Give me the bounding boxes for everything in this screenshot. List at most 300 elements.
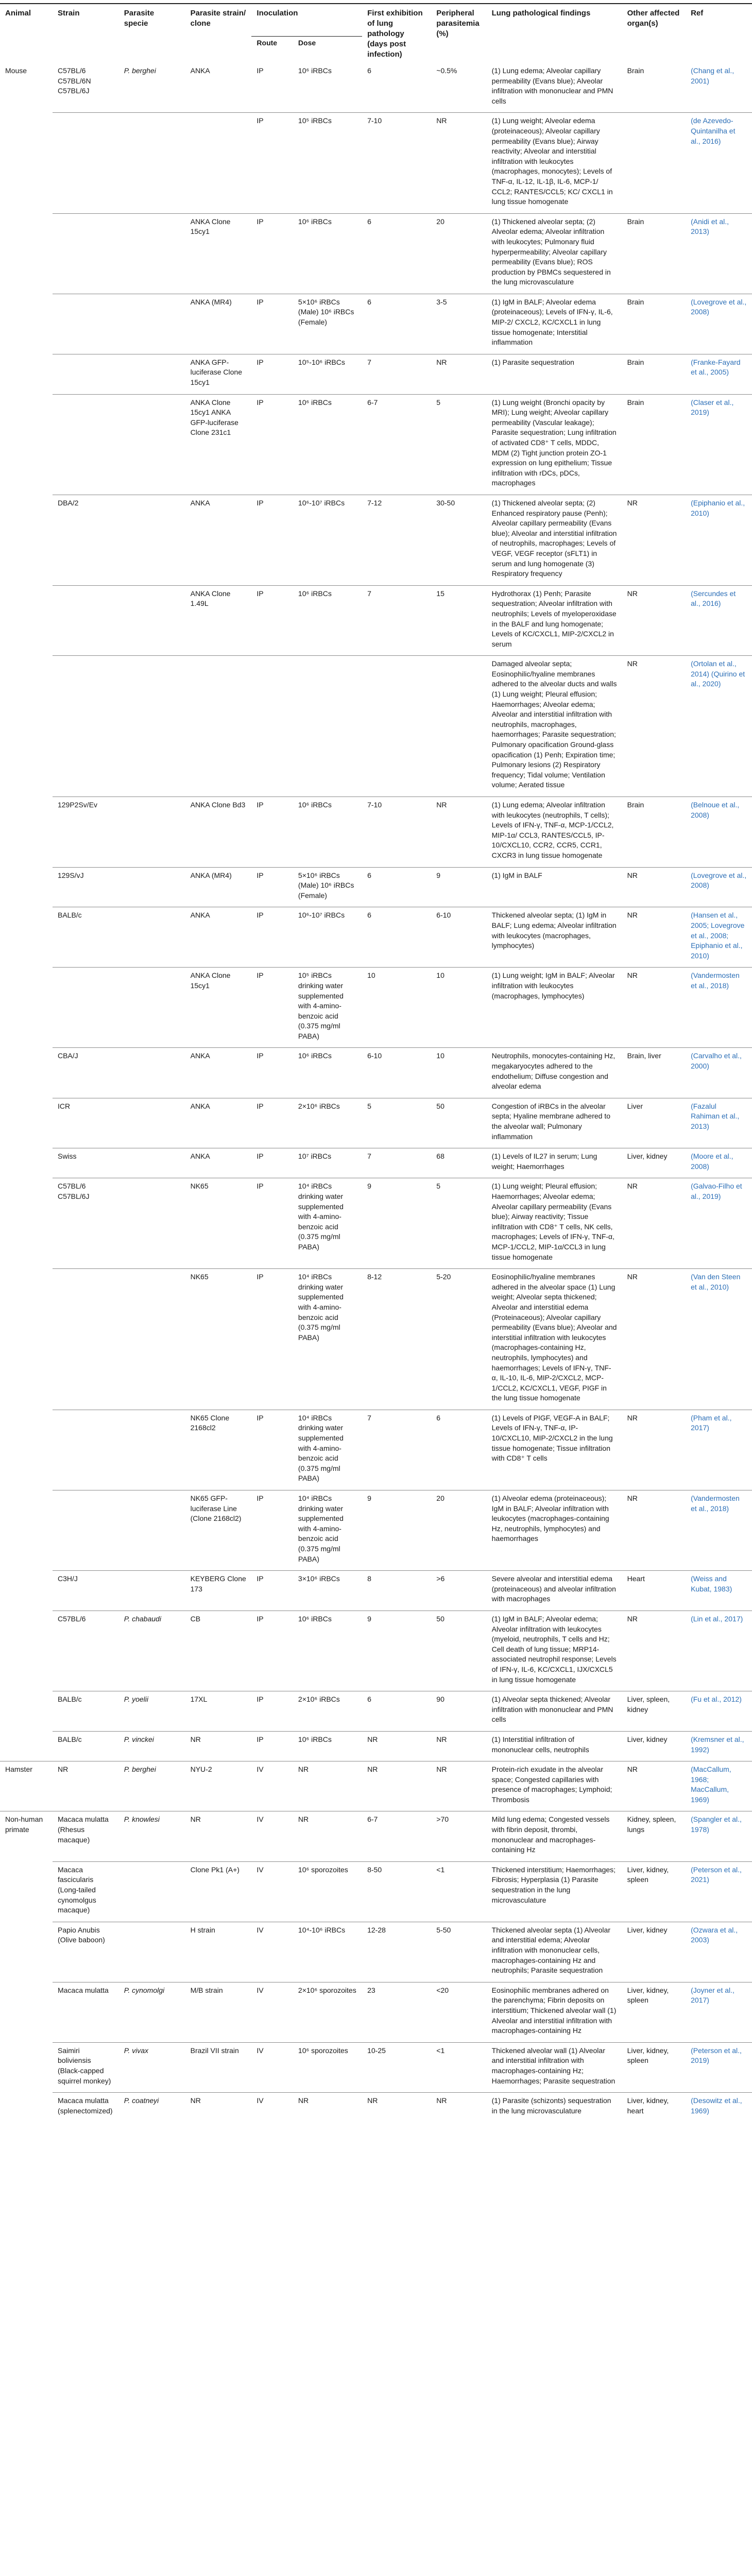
- organs-cell: Liver, kidney, spleen: [622, 1861, 686, 1922]
- first-exhibition-cell: 6: [362, 294, 431, 354]
- header-findings: Lung pathological findings: [487, 4, 622, 63]
- findings-cell: (1) IgM in BALF: [487, 867, 622, 907]
- dose-cell: 10⁷ iRBCs: [293, 1148, 362, 1178]
- dose-cell: 2×10⁶ iRBCs: [293, 1691, 362, 1732]
- dose-cell: 10⁶ iRBCs: [293, 585, 362, 656]
- first-exhibition-cell: 6: [362, 907, 431, 968]
- ref-cell[interactable]: (Fazalul Rahiman et al., 2013): [686, 1098, 752, 1148]
- route-cell: IP: [251, 354, 293, 394]
- first-exhibition-cell: 8-50: [362, 1861, 431, 1922]
- clone-cell: ANKA Clone 15cy1 ANKA GFP-luciferase Clone 231c1: [185, 394, 252, 495]
- clone-cell: Clone Pk1 (A+): [185, 1861, 252, 1922]
- route-cell: IP: [251, 585, 293, 656]
- findings-cell: (1) Levels of PIGF, VEGF-A in BALF; Levels of IFN-γ, TNF-α, IP-10/CXCL10, MIP-2/CXCL2 in the lung tissue homogenate; Tissue infiltration with CD8⁺ T cells: [487, 1410, 622, 1490]
- clone-cell: NR: [185, 2093, 252, 2123]
- animal-cell: [0, 2093, 53, 2123]
- strain-cell: Papio Anubis (Olive baboon): [53, 1922, 119, 1982]
- ref-cell[interactable]: (Moore et al., 2008): [686, 1148, 752, 1178]
- organs-cell: NR: [622, 1761, 686, 1811]
- route-cell: IP: [257, 66, 264, 75]
- route-cell: IP: [251, 1691, 293, 1732]
- table-row: [0, 1178, 752, 1269]
- clone-cell: ANKA Clone 15cy1: [185, 213, 252, 294]
- clone-cell: NK65 Clone 2168cl2: [185, 1410, 252, 1490]
- findings-cell: (1) Alveolar septa thickened; Alveolar infiltration with mononuclear and PMN cells: [487, 1691, 622, 1732]
- findings-cell: (1) Lung weight; Pleural effusion; Haemorrhages; Alveolar edema; Alveolar capillary permeability (Evans blue); Airway reactivity; Tissue infiltration with CD8⁺ T cells, NK cells, macrophages; Levels of IFN-γ, TNF-α, MCP-1/CCL2, MIP-1α/CCL3 in lung tissue homogenate: [487, 1178, 622, 1269]
- organs-cell: NR: [622, 1178, 686, 1269]
- route-cell: IV: [251, 2093, 293, 2123]
- parasitemia-cell: 9: [431, 867, 486, 907]
- table-row: [0, 968, 752, 1048]
- organs-cell: NR: [622, 1490, 686, 1571]
- table-row: [0, 1761, 752, 1811]
- dose-cell: 10⁶ iRBCs: [293, 1731, 362, 1761]
- animal-cell: [0, 1178, 53, 1269]
- species-cell: [119, 1861, 185, 1922]
- parasitemia-cell: 30-50: [431, 495, 486, 585]
- clone-cell: ANKA: [185, 1098, 252, 1148]
- species-cell: [119, 1269, 185, 1410]
- parasitemia-cell: 20: [431, 1490, 486, 1571]
- ref-cell[interactable]: (Claser et al., 2019): [686, 394, 752, 495]
- clone-cell: ANKA: [185, 1148, 252, 1178]
- organs-cell: Brain: [622, 797, 686, 868]
- organs-cell: NR: [622, 1410, 686, 1490]
- organs-cell: Heart: [622, 1571, 686, 1611]
- table-row: [0, 354, 752, 394]
- dose-cell: 10⁶ iRBCs: [298, 66, 332, 75]
- strain-cell: C3H/J: [53, 1571, 119, 1611]
- table-row: [0, 394, 752, 495]
- ref-cell[interactable]: (Galvao-Filho et al., 2019): [686, 1178, 752, 1269]
- header-parasitemia: Peripheral parasitemia (%): [431, 4, 486, 63]
- animal-cell: [0, 656, 53, 797]
- first-exhibition-cell: 9: [362, 1178, 431, 1269]
- parasitemia-cell: 5: [431, 1178, 486, 1269]
- strain-cell: [53, 294, 119, 354]
- parasitemia-cell: >70: [431, 1811, 486, 1861]
- strain-cell: [53, 1269, 119, 1410]
- clone-cell: ANKA GFP-luciferase Clone 15cy1: [185, 354, 252, 394]
- ref-cell[interactable]: (Vandermosten et al., 2018): [686, 968, 752, 1048]
- parasitemia-cell: 10: [431, 968, 486, 1048]
- first-exhibition-cell: 7: [362, 1148, 431, 1178]
- organs-cell: Liver, kidney, spleen: [622, 1982, 686, 2042]
- first-exhibition-cell: 5: [362, 1098, 431, 1148]
- species-cell: [119, 1048, 185, 1098]
- animal-cell: [0, 1048, 53, 1098]
- parasitemia-cell: <20: [431, 1982, 486, 2042]
- ref-cell[interactable]: (Peterson et al., 2021): [686, 1861, 752, 1922]
- header-species: Parasite specie: [119, 4, 185, 63]
- species-cell: [119, 907, 185, 968]
- table-row: [0, 2042, 752, 2092]
- route-cell: IP: [251, 1410, 293, 1490]
- route-cell: IP: [251, 1571, 293, 1611]
- table-row: [0, 1611, 752, 1691]
- organs-cell: NR: [622, 1269, 686, 1410]
- animal-cell: [0, 585, 53, 656]
- species-cell: P. cynomolgi: [119, 1982, 185, 2042]
- clone-cell: ANKA (MR4): [185, 867, 252, 907]
- species-cell: [119, 1148, 185, 1178]
- table-body: [0, 63, 752, 2122]
- organs-cell: Brain: [622, 213, 686, 294]
- route-cell: IP: [251, 1490, 293, 1571]
- animal-cell: [0, 394, 53, 495]
- animal-cell: Hamster: [0, 1761, 53, 1811]
- ref-cell[interactable]: (Sercundes et al., 2016): [686, 585, 752, 656]
- parasitemia-cell: 5-20: [431, 1269, 486, 1410]
- ref-cell[interactable]: (Carvalho et al., 2000): [686, 1048, 752, 1098]
- strain-cell: [53, 113, 119, 213]
- clone-cell: ANKA: [190, 66, 210, 75]
- animal-cell: [0, 1098, 53, 1148]
- table-row: [0, 907, 752, 968]
- first-exhibition-cell: 6-7: [362, 394, 431, 495]
- clone-cell: CB: [185, 1611, 252, 1691]
- first-exhibition-cell: 6: [362, 213, 431, 294]
- route-cell: IP: [251, 1731, 293, 1761]
- organs-cell: Liver, kidney: [622, 1922, 686, 1982]
- findings-cell: (1) Alveolar edema (proteinaceous); IgM in BALF; Alveolar infiltration with leukocytes (macrophages-containing Hz, neutrophils, lymphocytes) and haemorrhages: [487, 1490, 622, 1571]
- findings-cell: Congestion of iRBCs in the alveolar septa; Hyaline membrane adhered to the alveolar wall; Pulmonary inflammation: [487, 1098, 622, 1148]
- dose-cell: 10⁴ iRBCs drinking water supplemented with 4-amino-benzoic acid (0.375 mg/ml PABA): [293, 1178, 362, 1269]
- ref-cell[interactable]: (Vandermosten et al., 2018): [686, 1490, 752, 1571]
- first-exhibition-cell: NR: [362, 2093, 431, 2123]
- strain-cell: BALB/c: [53, 1691, 119, 1732]
- findings-cell: (1) Lung edema; Alveolar infiltration with leukocytes (neutrophils, T cells); Levels of IFN-γ, TNF-α, MCP-1/CCL2, MIP-1α/ CCL3, RANTES/CCL5, IP-10/CXCL10, CCR2, CCR5, CCR1, CXCR3 in lung tissue homogenate: [487, 797, 622, 868]
- clone-cell: ANKA: [185, 1048, 252, 1098]
- dose-cell: 10⁴ iRBCs drinking water supplemented with 4-amino-benzoic acid (0.375 mg/ml PABA): [293, 1410, 362, 1490]
- dose-cell: 3×10⁶ iRBCs: [293, 1571, 362, 1611]
- animal-cell: [0, 1571, 53, 1611]
- animal-cell: [0, 1611, 53, 1691]
- header-strain: Strain: [53, 4, 119, 63]
- dose-cell: 10⁶ iRBCs: [293, 797, 362, 868]
- first-exhibition-cell: 8: [362, 1571, 431, 1611]
- first-exhibition-cell: 6: [362, 1691, 431, 1732]
- parasitemia-cell: 20: [431, 213, 486, 294]
- first-exhibition-cell: 9: [362, 1490, 431, 1571]
- parasitemia-cell: >6: [431, 1571, 486, 1611]
- species-cell: [119, 968, 185, 1048]
- findings-cell: (1) Parasite (schizonts) sequestration in the lung microvasculature: [487, 2093, 622, 2123]
- ref-cell[interactable]: (Van den Steen et al., 2010): [686, 1269, 752, 1410]
- clone-cell: KEYBERG Clone 173: [185, 1571, 252, 1611]
- parasitemia-cell: <1: [431, 1861, 486, 1922]
- table-row: [0, 585, 752, 656]
- findings-cell: Neutrophils, monocytes-containing Hz, megakaryocytes adhered to the endothelium; Diffuse congestion and alveolar edema: [487, 1048, 622, 1098]
- dose-cell: 10⁶ iRBCs: [293, 213, 362, 294]
- clone-cell: H strain: [185, 1922, 252, 1982]
- findings-cell: Eosinophilic/hyaline membranes adhered in the alveolar space (1) Lung weight; Alveolar septa thickened; Alveolar and interstitial edema (Proteinaceous); Alveolar capillary permeability (Evans blue); Alveolar and interstitial infiltration with leukocytes (macrophages-containing Hz, neutrophils, lymphocytes) and haemorrhages; Levels of IFN-γ, TNF-α, IL-10, IL-6, MIP-2/CXCL2, MCP-1/CCL2, KC/CXCL1, VEGF, PIGF in the lung tissue homogenate: [487, 1269, 622, 1410]
- animal-cell: [0, 1148, 53, 1178]
- table-row: [0, 2093, 752, 2123]
- strain-cell: Macaca mulatta (splenectomized): [53, 2093, 119, 2123]
- strain-cell: Macaca fascicularis (Long-tailed cynomolgus macaque): [53, 1861, 119, 1922]
- table-row: [0, 1691, 752, 1732]
- organs-cell: NR: [622, 968, 686, 1048]
- ref-cell[interactable]: (Kremsner et al., 1992): [686, 1731, 752, 1761]
- header-animal: Animal: [0, 4, 53, 63]
- species-cell: [119, 294, 185, 354]
- organs-cell: NR: [622, 656, 686, 797]
- strain-cell: 129S/vJ: [53, 867, 119, 907]
- parasitemia-cell: 50: [431, 1611, 486, 1691]
- organs-cell: NR: [622, 585, 686, 656]
- route-cell: IP: [251, 213, 293, 294]
- findings-cell: (1) Thickened alveolar septa; (2) Enhanced respiratory pause (Penh); Alveolar capillary permeability (Evans blue); Alveolar and interstitial infiltration of neutrophils, macrophages; Levels of VEGF, VEGF receptor (sFLT1) in serum and lung homogenate (3) Respiratory frequency: [487, 495, 622, 585]
- route-cell: IP: [251, 1148, 293, 1178]
- first-exhibition-cell: 6-10: [362, 1048, 431, 1098]
- ref-cell[interactable]: (Epiphanio et al., 2010): [686, 495, 752, 585]
- strain-cell: C57BL/6 C57BL/6J: [53, 1178, 119, 1269]
- clone-cell: ANKA: [185, 907, 252, 968]
- table-row: [0, 113, 752, 213]
- first-exhibition-cell: 23: [362, 1982, 431, 2042]
- route-cell: IP: [251, 867, 293, 907]
- parasitemia-cell: 90: [431, 1691, 486, 1732]
- animal-cell: [0, 354, 53, 394]
- findings-cell: (1) Interstitial infiltration of mononuclear cells, neutrophils: [487, 1731, 622, 1761]
- ref-cell[interactable]: (Lovegrove et al., 2008): [686, 867, 752, 907]
- lung-pathology-table: [0, 3, 752, 2122]
- strain-cell: [53, 1490, 119, 1571]
- parasitemia-cell: NR: [431, 797, 486, 868]
- strain-cell: [53, 354, 119, 394]
- findings-cell: Severe alveolar and interstitial edema (proteinaceous) and alveolar infiltration with macrophages: [487, 1571, 622, 1611]
- animal-cell: [0, 1269, 53, 1410]
- parasitemia-cell: NR: [431, 1731, 486, 1761]
- table-row: [0, 1982, 752, 2042]
- species-cell: [119, 495, 185, 585]
- findings-cell: Thickened interstitium; Haemorrhages; Fibrosis; Hyperplasia (1) Parasite sequestration in the lung microvasculature: [487, 1861, 622, 1922]
- clone-cell: ANKA Clone 1.49L: [185, 585, 252, 656]
- dose-cell: 10⁶ iRBCs: [293, 394, 362, 495]
- species-cell: [119, 113, 185, 213]
- ref-cell[interactable]: (Peterson et al., 2019): [686, 2042, 752, 2092]
- dose-cell: NR: [293, 1811, 362, 1861]
- dose-cell: 10⁶ sporozoites: [293, 2042, 362, 2092]
- findings-cell: Mild lung edema; Congested vessels with fibrin deposit, thrombi, mononuclear and macrophages-containing Hz: [487, 1811, 622, 1861]
- organs-cell: NR: [622, 495, 686, 585]
- animal-cell: [0, 1410, 53, 1490]
- findings-cell: (1) Lung weight (Bronchi opacity by MRI); Lung weight; Alveolar capillary permeability (Vascular leakage); Parasite sequestration; Lung infiltration of activated CD8⁺ T cells, MDDC, MDM (2) Tight junction protein ZO-1 expression on lung epithelium; Tissue infiltration with rDCs, pDCs, macrophages: [487, 394, 622, 495]
- dose-cell: 10⁵-10⁶ iRBCs: [293, 354, 362, 394]
- route-cell: IV: [251, 1922, 293, 1982]
- findings-cell: Thickened alveolar septa (1) Alveolar and interstitial edema; Alveolar infiltration with mononuclear cells, macrophages-containing Hz and neutrophils; Parasite sequestration: [487, 1922, 622, 1982]
- route-cell: IP: [251, 797, 293, 868]
- dose-cell: 10⁶ iRBCs: [293, 1611, 362, 1691]
- species-cell: [119, 1098, 185, 1148]
- table-row: [0, 1490, 752, 1571]
- species-cell: P. knowlesi: [119, 1811, 185, 1861]
- organs-cell: Liver, kidney: [622, 1148, 686, 1178]
- route-cell: IV: [251, 1861, 293, 1922]
- ref-cell[interactable]: (Lovegrove et al., 2008): [686, 294, 752, 354]
- animal-cell: [0, 495, 53, 585]
- parasitemia-cell: 5-50: [431, 1922, 486, 1982]
- clone-cell: [185, 656, 252, 797]
- findings-cell: (1) Levels of IL27 in serum; Lung weight; Haemorrhages: [487, 1148, 622, 1178]
- first-exhibition-cell: 9: [362, 1611, 431, 1691]
- organs-cell: Liver, kidney, spleen: [622, 2042, 686, 2092]
- organs-cell: Brain: [622, 294, 686, 354]
- organs-cell: Liver, spleen, kidney: [622, 1691, 686, 1732]
- route-cell: IP: [251, 1269, 293, 1410]
- species-cell: P. yoelii: [119, 1691, 185, 1732]
- ref-cell[interactable]: (de Azevedo-Quintanilha et al., 2016): [686, 113, 752, 213]
- first-exhibition-cell: 7-10: [362, 113, 431, 213]
- header-clone: Parasite strain/ clone: [185, 4, 252, 63]
- ref-cell[interactable]: (Franke-Fayard et al., 2005): [686, 354, 752, 394]
- strain-cell: 129P2Sv/Ev: [53, 797, 119, 868]
- animal-cell: [0, 1861, 53, 1922]
- strain-cell: BALB/c: [53, 907, 119, 968]
- parasitemia-cell: NR: [431, 113, 486, 213]
- route-cell: [251, 656, 293, 797]
- ref-cell[interactable]: (Pham et al., 2017): [686, 1410, 752, 1490]
- first-exhibition-cell: 6: [367, 66, 371, 75]
- parasitemia-cell: 68: [431, 1148, 486, 1178]
- dose-cell: 10⁶-10⁷ iRBCs: [293, 907, 362, 968]
- table-row: [0, 656, 752, 797]
- ref-cell[interactable]: (Weiss and Kubat, 1983): [686, 1571, 752, 1611]
- dose-cell: 10⁴-10⁶ iRBCs: [293, 1922, 362, 1982]
- table-row: [0, 63, 752, 113]
- first-exhibition-cell: 10-25: [362, 2042, 431, 2092]
- animal-cell: [0, 294, 53, 354]
- dose-cell: 10⁴ iRBCs drinking water supplemented with 4-amino-benzoic acid (0.375 mg/ml PABA): [293, 1490, 362, 1571]
- dose-cell: 5×10⁶ iRBCs (Male) 10⁶ iRBCs (Female): [293, 867, 362, 907]
- animal-cell: Mouse: [5, 66, 27, 75]
- ref-cell[interactable]: (Spangler et al., 1978): [686, 1811, 752, 1861]
- ref-cell[interactable]: (Fu et al., 2012): [686, 1691, 752, 1732]
- clone-cell: ANKA Clone 15cy1: [185, 968, 252, 1048]
- animal-cell: [0, 213, 53, 294]
- findings-cell: Damaged alveolar septa; Eosinophilic/hyaline membranes adhered to the alveolar ducts and walls (1) Lung weight; Pleural effusion; Haemorrhages; Alveolar edema; Alveolar and interstitial infiltration with neutrophils, macrophages, haemorrhages; Parasite sequestration; Pulmonary opacification Ground-glass opacification (1) Penh; Expiration time; Pulmonary lesions (2) Respiratory frequency; Tidal volume; Ventilation volume; Aerated tissue: [487, 656, 622, 797]
- strain-cell: NR: [53, 1761, 119, 1811]
- strain-cell: Swiss: [53, 1148, 119, 1178]
- organs-cell: NR: [622, 867, 686, 907]
- parasitemia-cell: 6-10: [431, 907, 486, 968]
- findings-cell: (1) Lung weight; Alveolar edema (proteinaceous); Alveolar capillary permeability (Evans blue); Airway reactivity; Alveolar and interstitial infiltration with leukocytes (macrophages, monocytes); Levels of TNF-α, IL-12, IL-1β, IL-6, MCP-1/ CCL2; RANTES/CCL5; KC/ CXCL1 in lung tissue homogenate: [487, 113, 622, 213]
- species-cell: [119, 1922, 185, 1982]
- parasitemia-cell: [431, 656, 486, 797]
- clone-cell: [185, 113, 252, 213]
- clone-cell: ANKA (MR4): [185, 294, 252, 354]
- organs-cell: NR: [622, 907, 686, 968]
- table-row: [0, 1861, 752, 1922]
- species-cell: P. chabaudi: [119, 1611, 185, 1691]
- strain-cell: DBA/2: [53, 495, 119, 585]
- findings-cell: (1) IgM in BALF; Alveolar edema; Alveolar infiltration with leukocytes (myeloid, neutrophils, T cells and Hz; Cell death of lung tissue; MRP14-associated neutrophil response; Levels of IFN-γ, IL-6, KC/CXCL1, IJX/CXCL5 in lung tissue homogenate: [487, 1611, 622, 1691]
- strain-cell: Macaca mulatta: [53, 1982, 119, 2042]
- clone-cell: NR: [185, 1811, 252, 1861]
- route-cell: IP: [251, 495, 293, 585]
- parasitemia-cell: NR: [431, 354, 486, 394]
- clone-cell: NK65 GFP-luciferase Line (Clone 2168cl2): [185, 1490, 252, 1571]
- clone-cell: ANKA: [185, 495, 252, 585]
- dose-cell: 10⁶ sporozoites: [293, 1861, 362, 1922]
- dose-cell: 10⁶ iRBCs: [293, 1048, 362, 1098]
- ref-cell[interactable]: (Chang et al., 2001): [691, 66, 734, 85]
- strain-cell: [53, 968, 119, 1048]
- table-row: [0, 867, 752, 907]
- dose-cell: 5×10⁶ iRBCs (Male) 10⁶ iRBCs (Female): [293, 294, 362, 354]
- species-cell: [119, 213, 185, 294]
- first-exhibition-cell: NR: [362, 1761, 431, 1811]
- species-cell: [119, 394, 185, 495]
- ref-cell[interactable]: (Lin et al., 2017): [686, 1611, 752, 1691]
- findings-cell: Hydrothorax (1) Penh; Parasite sequestration; Alveolar infiltration with neutrophils; Levels of myeloperoxidase in the BALF and lung homogenate; Levels of KC/CXCL1, MIP-2/CXCL2 in serum: [487, 585, 622, 656]
- clone-cell: 17XL: [185, 1691, 252, 1732]
- table-row: [0, 1811, 752, 1861]
- species-cell: [119, 585, 185, 656]
- findings-cell: (1) IgM in BALF; Alveolar edema (proteinaceous); Levels of IFN-γ, IL-6, MIP-2/ CXCL2, KC/CXCL1 in lung tissue homogenate; Interstitial inflammation: [487, 294, 622, 354]
- first-exhibition-cell: 7: [362, 354, 431, 394]
- table-row: [0, 294, 752, 354]
- dose-cell: 2×10⁶ sporozoites: [293, 1982, 362, 2042]
- organs-cell: Brain, liver: [622, 1048, 686, 1098]
- organs-cell: Liver, kidney, heart: [622, 2093, 686, 2123]
- ref-cell[interactable]: (Ozwara et al., 2003): [686, 1922, 752, 1982]
- species-cell: [119, 1178, 185, 1269]
- species-cell: P. vivax: [119, 2042, 185, 2092]
- header-dose: Dose: [298, 39, 316, 47]
- route-cell: IP: [251, 394, 293, 495]
- first-exhibition-cell: NR: [362, 1731, 431, 1761]
- parasitemia-cell: NR: [431, 1761, 486, 1811]
- findings-cell: (1) Thickened alveolar septa; (2) Alveolar edema; Alveolar infiltration with leukocytes; Pulmonary fluid hyperpermeability; Alveolar capillary permeability (Evans blue); ROS production by PBMCs sequestered in the lung microvasculature: [487, 213, 622, 294]
- ref-cell[interactable]: (Ortolan et al., 2014) (Quirino et al., 2020): [686, 656, 752, 797]
- parasitemia-cell: <1: [431, 2042, 486, 2092]
- table-row: [0, 1148, 752, 1178]
- table-row: [0, 213, 752, 294]
- ref-cell[interactable]: (Belnoue et al., 2008): [686, 797, 752, 868]
- ref-cell[interactable]: (Joyner et al., 2017): [686, 1982, 752, 2042]
- first-exhibition-cell: 8-12: [362, 1269, 431, 1410]
- route-cell: IV: [251, 2042, 293, 2092]
- animal-cell: [0, 1731, 53, 1761]
- findings-cell: (1) Lung weight; IgM in BALF; Alveolar infiltration with leukocytes (macrophages, lymphocytes): [487, 968, 622, 1048]
- table-row: [0, 797, 752, 868]
- species-cell: [119, 797, 185, 868]
- organs-cell: Liver, kidney: [622, 1731, 686, 1761]
- organs-cell: Brain: [622, 354, 686, 394]
- route-cell: IP: [251, 907, 293, 968]
- species-cell: [119, 354, 185, 394]
- route-cell: IP: [251, 113, 293, 213]
- parasitemia-cell: ~0.5%: [436, 66, 457, 75]
- animal-cell: [0, 1691, 53, 1732]
- first-exhibition-cell: 6: [362, 867, 431, 907]
- species-cell: [119, 1490, 185, 1571]
- findings-cell: Thickened alveolar wall (1) Alveolar and interstitial infiltration with macrophages-containing Hz; Haemorrhages; Parasite sequestration: [487, 2042, 622, 2092]
- route-cell: IV: [251, 1761, 293, 1811]
- route-cell: IP: [251, 1611, 293, 1691]
- ref-cell[interactable]: (Hansen et al., 2005; Lovegrove et al., 2008; Epiphanio et al., 2010): [686, 907, 752, 968]
- findings-cell: Protein-rich exudate in the alveolar space; Congested capillaries with presence of macrophages; Lymphoid; Thrombosis: [487, 1761, 622, 1811]
- first-exhibition-cell: 7-10: [362, 797, 431, 868]
- parasitemia-cell: 3-5: [431, 294, 486, 354]
- route-cell: IP: [251, 294, 293, 354]
- dose-cell: 10⁵ iRBCs drinking water supplemented with 4-amino-benzoic acid (0.375 mg/ml PABA): [293, 968, 362, 1048]
- ref-cell[interactable]: (Anidi et al., 2013): [686, 213, 752, 294]
- ref-cell[interactable]: (Desowitz et al., 1969): [686, 2093, 752, 2123]
- ref-cell[interactable]: (MacCallum, 1968; MacCallum, 1969): [686, 1761, 752, 1811]
